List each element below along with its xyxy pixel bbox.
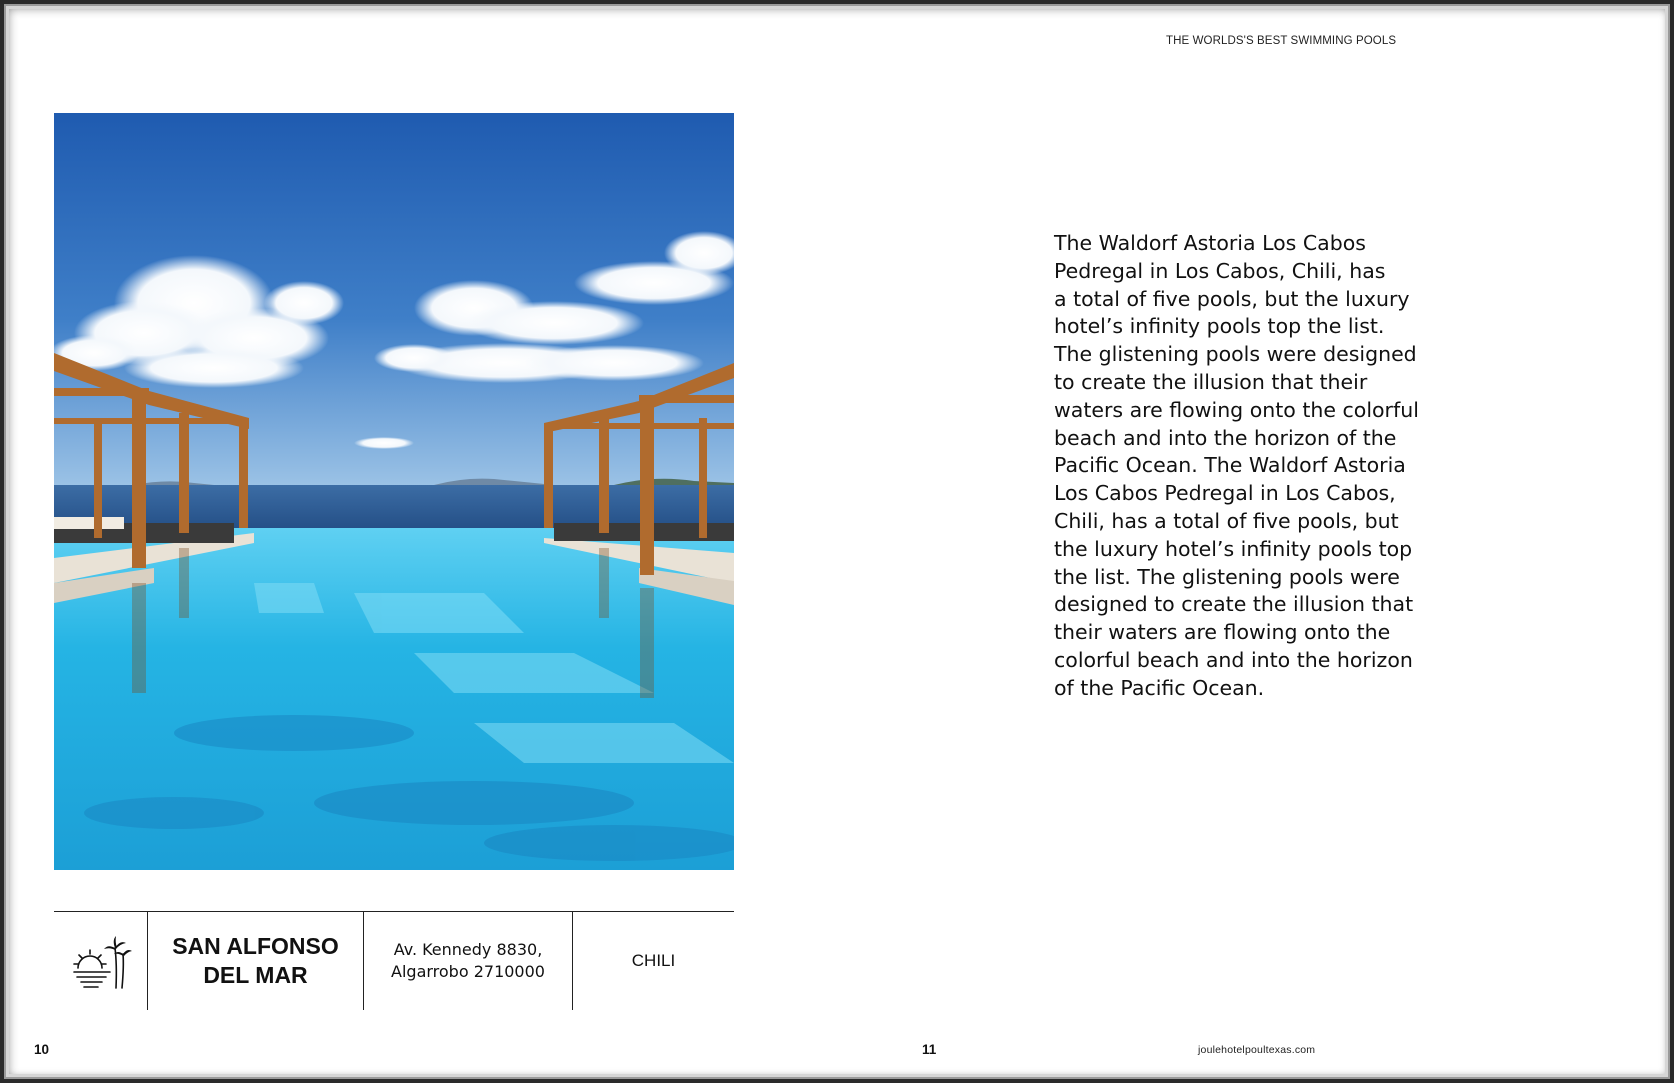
listing-table [54,911,734,1010]
pool-photo-illustration [54,113,734,870]
body-line: hotel’s infinity pools top the list. [1054,314,1385,339]
body-line: to create the illusion that their [1054,369,1368,394]
beach-sunset-palm-icon [70,930,132,992]
listing-icon-cell [54,912,148,1010]
body-line: their waters are flowing onto the [1054,620,1391,645]
listing-name-cell [148,912,364,1010]
body-line: of the Pacific Ocean. [1054,675,1265,700]
body-line: the luxury hotel’s infinity pools top [1054,536,1413,561]
body-line: The glistening pools were designed [1054,342,1417,367]
article-body [1054,230,1454,703]
page-number-left: 10 [34,1042,50,1057]
body-line: a total of five pools, but the luxury [1054,286,1410,311]
body-line: The Waldorf Astoria Los Cabos [1054,231,1366,255]
body-line: Chili, has a total of five pools, but [1054,508,1399,533]
body-line: the list. The glistening pools were [1054,564,1400,589]
page-number-right: 11 [922,1042,937,1057]
footer-website[interactable]: joulehotelpoultexas.com [1198,1044,1316,1056]
body-line: Pacific Ocean. The Waldorf Astoria [1054,453,1406,478]
place-name-line-1: SAN ALFONSO [172,933,339,959]
place-name-line-2: DEL MAR [203,962,308,988]
listing-country-cell [573,912,734,1010]
place-name [161,932,351,990]
body-line: Los Cabos Pedregal in Los Cabos, [1054,481,1396,506]
place-country: CHILI [631,951,676,970]
running-header: THE WORLDS'S BEST SWIMMING POOLS [1166,35,1397,47]
body-line: waters are flowing onto the colorful [1054,397,1419,422]
body-line: designed to create the illusion that [1054,592,1414,617]
body-line: Pedregal in Los Cabos, Chili, has [1054,258,1386,283]
listing-address-cell [364,912,573,1010]
place-address [378,939,558,983]
address-line-2: Algarrobo 2710000 [391,962,545,981]
pool-photo [54,113,734,870]
body-line: beach and into the horizon of the [1054,425,1397,450]
address-line-1: Av. Kennedy 8830, [393,940,543,959]
body-line: colorful beach and into the horizon [1054,647,1413,672]
